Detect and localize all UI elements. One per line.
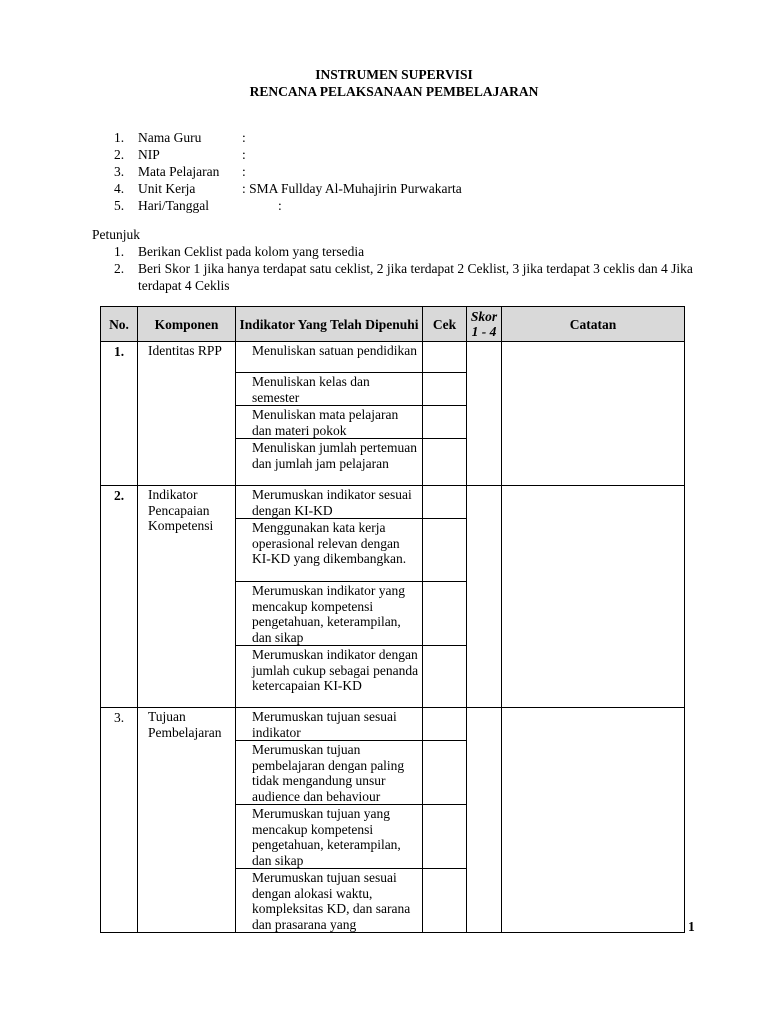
instruction-number: 2. (114, 261, 125, 276)
instruction-text: Beri Skor 1 jika hanya terdapat satu ceklist, 2 jika terdapat 2 Ceklist, 3 jika terdapat 3 ceklis dan 4 Jika terdapat 4 Ceklis (138, 261, 693, 293)
cek-cell[interactable] (423, 869, 467, 933)
component-cell: Tujuan Pembelajaran (138, 708, 236, 933)
cek-cell[interactable] (423, 582, 467, 646)
field-label: Mata Pelajaran (138, 164, 220, 179)
cek-cell[interactable] (423, 439, 467, 486)
cek-cell[interactable] (423, 486, 467, 519)
field-number: 1. (114, 130, 125, 145)
cek-cell[interactable] (423, 519, 467, 582)
table-row (101, 708, 685, 741)
row-number: 2. (101, 486, 138, 708)
instruction-number: 1. (114, 244, 125, 259)
header-indikator: Indikator Yang Telah Dipenuhi (236, 307, 423, 342)
indicator-cell: Menuliskan satuan pendidikan (236, 342, 423, 373)
indicator-cell: Merumuskan indikator dengan jumlah cukup sebagai penanda ketercapaian KI-KD (236, 646, 423, 708)
skor-cell[interactable] (467, 342, 502, 486)
field-value: : (242, 164, 246, 179)
instruction-item (114, 243, 704, 260)
row-number: 3. (101, 708, 138, 933)
cek-cell[interactable] (423, 646, 467, 708)
field-number: 5. (114, 198, 125, 213)
cek-cell[interactable] (423, 342, 467, 373)
field-label: Nama Guru (138, 130, 202, 145)
indicator-cell: Merumuskan indikator yang mencakup kompetensi pengetahuan, keterampilan, dan sikap (236, 582, 423, 646)
instructions-heading: Petunjuk (92, 227, 141, 242)
table-row (101, 342, 685, 373)
skor-cell[interactable] (467, 486, 502, 708)
field-label: Hari/Tanggal (138, 198, 210, 213)
document-title: INSTRUMEN SUPERVISI (315, 67, 473, 82)
catatan-cell[interactable] (502, 708, 685, 933)
field-number: 2. (114, 147, 125, 162)
field-value: : SMA Fullday Al-Muhajirin Purwakarta (242, 181, 462, 196)
field-value: : (278, 198, 282, 213)
field-value: : (242, 147, 246, 162)
indicator-cell: Merumuskan tujuan sesuai indikator (236, 708, 423, 741)
component-cell: Identitas RPP (138, 342, 236, 486)
cek-cell[interactable] (423, 708, 467, 741)
supervision-table (100, 306, 685, 933)
header-komponen: Komponen (138, 307, 236, 342)
header-skor: Skor 1 - 4 (467, 307, 502, 342)
header-cek: Cek (423, 307, 467, 342)
indicator-cell: Merumuskan tujuan sesuai dengan alokasi waktu, kompleksitas KD, dan sarana dan prasarana yang (236, 869, 423, 933)
indicator-cell: Merumuskan indikator sesuai dengan KI-KD (236, 486, 423, 519)
field-number: 3. (114, 164, 125, 179)
indicator-cell: Merumuskan tujuan pembelajaran dengan paling tidak mengandung unsur audience dan behaviour (236, 741, 423, 805)
indicator-cell: Menuliskan kelas dan semester (236, 373, 423, 406)
component-cell: Indikator Pencapaian Kompetensi (138, 486, 236, 708)
instructions-list (114, 243, 704, 294)
indicator-cell: Menuliskan mata pelajaran dan materi pokok (236, 406, 423, 439)
field-value: : (242, 130, 246, 145)
indicator-cell: Menggunakan kata kerja operasional relevan dengan KI-KD yang dikembangkan. (236, 519, 423, 582)
header-no: No. (101, 307, 138, 342)
catatan-cell[interactable] (502, 486, 685, 708)
skor-cell[interactable] (467, 708, 502, 933)
table-header-row (101, 307, 685, 342)
field-label: Unit Kerja (138, 181, 196, 196)
cek-cell[interactable] (423, 373, 467, 406)
cek-cell[interactable] (423, 406, 467, 439)
header-catatan: Catatan (502, 307, 685, 342)
catatan-cell[interactable] (502, 342, 685, 486)
cek-cell[interactable] (423, 741, 467, 805)
instruction-item (114, 260, 704, 294)
indicator-cell: Merumuskan tujuan yang mencakup kompetensi pengetahuan, keterampilan, dan sikap (236, 805, 423, 869)
page-number: 1 (688, 919, 695, 934)
table-row (101, 486, 685, 519)
field-number: 4. (114, 181, 125, 196)
cek-cell[interactable] (423, 805, 467, 869)
document-subtitle: RENCANA PELAKSANAAN PEMBELAJARAN (249, 84, 539, 99)
field-label: NIP (138, 147, 160, 162)
row-number: 1. (101, 342, 138, 486)
indicator-cell: Menuliskan jumlah pertemuan dan jumlah jam pelajaran (236, 439, 423, 486)
instruction-text: Berikan Ceklist pada kolom yang tersedia (138, 244, 365, 259)
